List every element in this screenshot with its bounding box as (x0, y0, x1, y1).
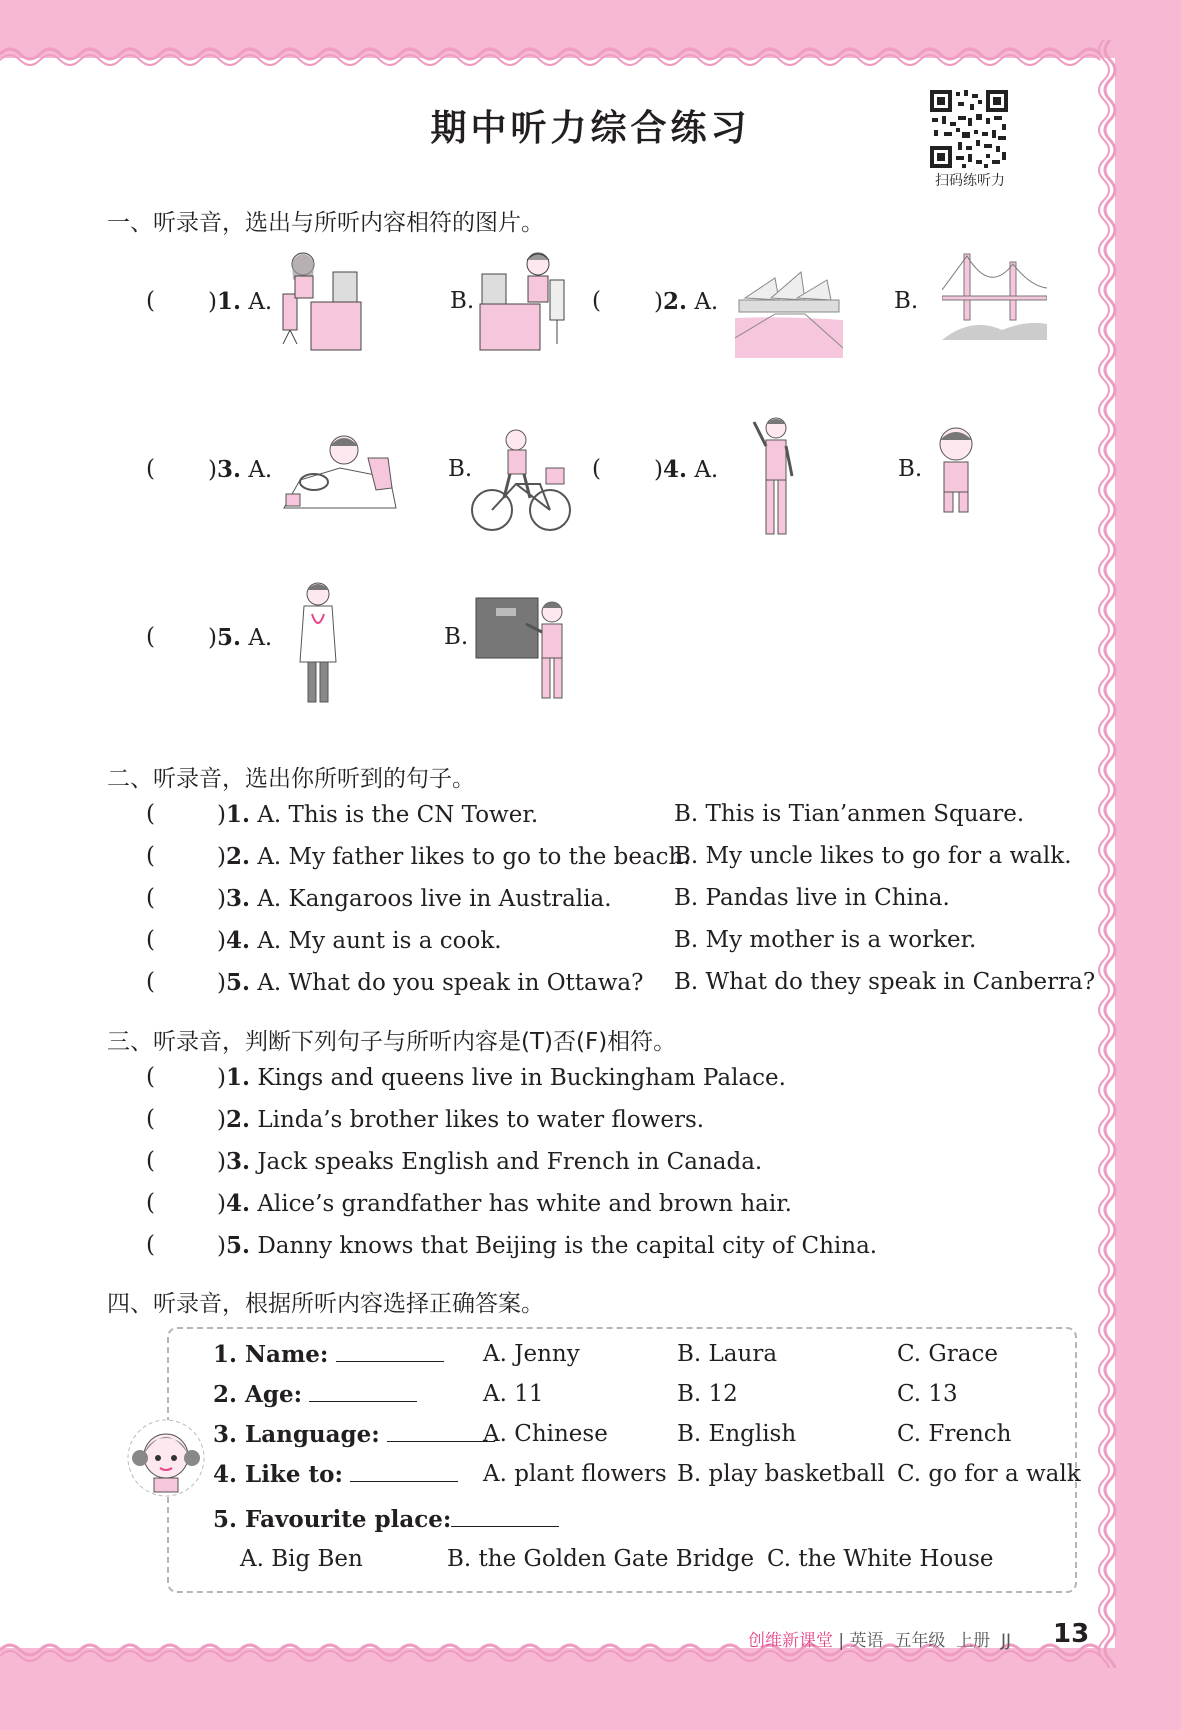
option-c: C. 13 (897, 1381, 958, 1407)
question-number (654, 288, 718, 315)
footer-info: 创维新课堂 | 英语 五年级 上册 JJ (748, 1631, 1012, 1651)
bracket-close: ) (217, 802, 226, 828)
q3-option-a: A. (248, 457, 273, 483)
bracket-close: ) (217, 844, 226, 870)
sydney-opera-house-scene-image (735, 258, 843, 362)
answer-blank[interactable] (387, 1421, 495, 1442)
question-number: 3. (225, 885, 250, 912)
row5-option-c: C. the White House (767, 1546, 994, 1572)
boy-at-computer-desk-image (478, 244, 570, 358)
question-label-text: 2. Age: (213, 1381, 303, 1408)
answer-paren-open: ( (146, 801, 155, 827)
sentence-row (217, 927, 502, 954)
sentence-option-a: A. My father likes to go to the beach. (257, 844, 691, 870)
question-label (213, 1461, 458, 1488)
answer-paren-open: ( (146, 624, 155, 650)
question-label (213, 1421, 495, 1448)
bracket-close: ) (654, 457, 663, 483)
page-title: 期中听力综合练习 (430, 108, 751, 149)
top-wavy-border (0, 40, 1115, 68)
qr-code-icon[interactable] (928, 88, 1010, 170)
option-b: B. play basketball (677, 1461, 885, 1487)
q2-option-b: B. (894, 288, 919, 314)
section4-heading: 四、听录音，根据所听内容选择正确答案。 (107, 1291, 544, 1317)
answer-paren-open: ( (146, 1190, 155, 1216)
bracket-close: ) (208, 457, 217, 483)
option-c: C. French (897, 1421, 1012, 1447)
footer-grade: 五年级 (894, 1631, 946, 1651)
option-a: A. plant flowers (483, 1461, 667, 1487)
answer-paren-open: ( (146, 927, 155, 953)
question-number (208, 624, 272, 651)
question-number: 4. (225, 1190, 250, 1217)
answer-paren-open: ( (146, 288, 155, 314)
footer-term: 上册 (956, 1631, 991, 1651)
q4-option-b: B. (898, 456, 923, 482)
sentence-option-b: B. My uncle likes to go for a walk. (674, 843, 1072, 869)
answer-paren-open: ( (146, 1232, 155, 1258)
answer-blank[interactable] (309, 1381, 417, 1402)
answer-paren-open: ( (146, 969, 155, 995)
bracket-close: ) (208, 289, 217, 315)
sentence-option-a: A. My aunt is a cook. (257, 928, 502, 954)
option-b: B. English (677, 1421, 797, 1447)
row5-option-b: B. the Golden Gate Bridge (447, 1546, 755, 1572)
teacher-at-blackboard-image (474, 594, 570, 706)
footer-brand: 创维新课堂 (748, 1631, 833, 1651)
answer-paren-open: ( (146, 885, 155, 911)
section1-heading: 一、听录音，选出与所听内容相符的图片。 (107, 210, 544, 236)
bracket-close: ) (217, 970, 226, 996)
q4-num: 4. (662, 456, 687, 483)
statement-row (217, 1106, 704, 1133)
question-label-text: 4. Like to: (213, 1461, 343, 1488)
qr-caption: 扫码练听力 (935, 173, 1005, 189)
bracket-close: ) (217, 1065, 226, 1091)
statement-row (217, 1190, 792, 1217)
statement-text: Danny knows that Beijing is the capital city of China. (257, 1233, 878, 1259)
sentence-option-b: B. My mother is a worker. (674, 927, 977, 953)
q1-num: 1. (216, 288, 241, 315)
question-number: 2. (225, 843, 250, 870)
question-number (654, 456, 718, 483)
answer-paren-open: ( (146, 456, 155, 482)
favourite-place-label: 5. Favourite place: (213, 1506, 452, 1533)
question-label (213, 1381, 417, 1408)
option-c: C. go for a walk (897, 1461, 1081, 1487)
answer-paren-open: ( (146, 1064, 155, 1090)
sentence-option-b: B. This is Tian’anmen Square. (674, 801, 1025, 827)
q5-num: 5. (216, 624, 241, 651)
question-number: 4. (225, 927, 250, 954)
section3-heading: 三、听录音，判断下列句子与所听内容是(T)否(F)相符。 (107, 1029, 677, 1055)
q2-num: 2. (662, 288, 687, 315)
question-number: 1. (225, 801, 250, 828)
option-a: A. Chinese (483, 1421, 608, 1447)
q3-num: 3. (216, 456, 241, 483)
sentence-option-b: B. What do they speak in Canberra? (674, 969, 1096, 995)
answer-blank[interactable] (451, 1506, 559, 1527)
doctor-image (296, 580, 342, 710)
statement-text: Alice’s grandfather has white and brown hair. (257, 1191, 792, 1217)
statement-row (217, 1064, 786, 1091)
q3-option-b: B. (448, 456, 473, 482)
q1-option-b: B. (450, 288, 475, 314)
tall-man-waving-image (748, 416, 800, 546)
question-number: 3. (225, 1148, 250, 1175)
sentence-row (217, 885, 612, 912)
girl-avatar-icon (126, 1414, 206, 1508)
page-number: 13 (1053, 1619, 1090, 1649)
bracket-close: ) (217, 1149, 226, 1175)
statement-text: Kings and queens live in Buckingham Palace. (257, 1065, 786, 1091)
answer-paren-open: ( (592, 288, 601, 314)
question-number: 2. (225, 1106, 250, 1133)
footer-edition: JJ (1000, 1631, 1012, 1651)
bracket-close: ) (654, 289, 663, 315)
question-label (213, 1341, 444, 1368)
bracket-close: ) (217, 1191, 226, 1217)
option-a: A. 11 (483, 1381, 544, 1407)
q4-option-a: A. (694, 457, 719, 483)
question-label-text: 1. Name: (213, 1341, 329, 1368)
question-number: 5. (225, 969, 250, 996)
footer-subject: 英语 (849, 1631, 884, 1651)
option-c: C. Grace (897, 1341, 998, 1367)
bracket-close: ) (217, 1107, 226, 1133)
answer-paren-open: ( (146, 1106, 155, 1132)
statement-row (217, 1232, 877, 1259)
row5-label (213, 1506, 559, 1533)
sentence-row (217, 969, 643, 996)
section2-heading: 二、听录音，选出你所听到的句子。 (107, 766, 475, 792)
option-a: A. Jenny (483, 1341, 580, 1367)
bracket-close: ) (217, 1233, 226, 1259)
golden-gate-bridge-scene-image (942, 250, 1047, 344)
sentence-row (217, 801, 538, 828)
sentence-option-a: A. What do you speak in Ottawa? (257, 970, 644, 996)
statement-text: Jack speaks English and French in Canada. (257, 1149, 763, 1175)
boy-riding-bicycle-image (470, 428, 574, 538)
man-driving-car-image (280, 428, 400, 522)
q5-option-a: A. (248, 625, 273, 651)
row5-option-a: A. Big Ben (240, 1546, 363, 1572)
girl-at-computer-desk-image (275, 244, 365, 358)
bracket-close: ) (217, 886, 226, 912)
answer-paren-open: ( (146, 1148, 155, 1174)
answer-blank[interactable] (350, 1461, 458, 1482)
sentence-option-a: A. Kangaroos live in Australia. (257, 886, 612, 912)
option-b: B. 12 (677, 1381, 738, 1407)
question-label-text: 3. Language: (213, 1421, 380, 1448)
q5-option-b: B. (444, 624, 469, 650)
option-b: B. Laura (677, 1341, 778, 1367)
q1-option-a: A. (248, 289, 273, 315)
bracket-close: ) (208, 625, 217, 651)
sentence-row (217, 843, 691, 870)
small-child-image (932, 426, 980, 520)
answer-paren-open: ( (592, 456, 601, 482)
answer-paren-open: ( (146, 843, 155, 869)
bracket-close: ) (217, 928, 226, 954)
question-number (208, 288, 272, 315)
sentence-option-a: A. This is the CN Tower. (257, 802, 539, 828)
sentence-option-b: B. Pandas live in China. (674, 885, 950, 911)
question-number: 1. (225, 1064, 250, 1091)
answer-blank[interactable] (336, 1341, 444, 1362)
question-number (208, 456, 272, 483)
right-wavy-border (1096, 40, 1124, 1668)
statement-text: Linda’s brother likes to water flowers. (257, 1107, 705, 1133)
statement-row (217, 1148, 762, 1175)
question-number: 5. (225, 1232, 250, 1259)
q2-option-a: A. (694, 289, 719, 315)
